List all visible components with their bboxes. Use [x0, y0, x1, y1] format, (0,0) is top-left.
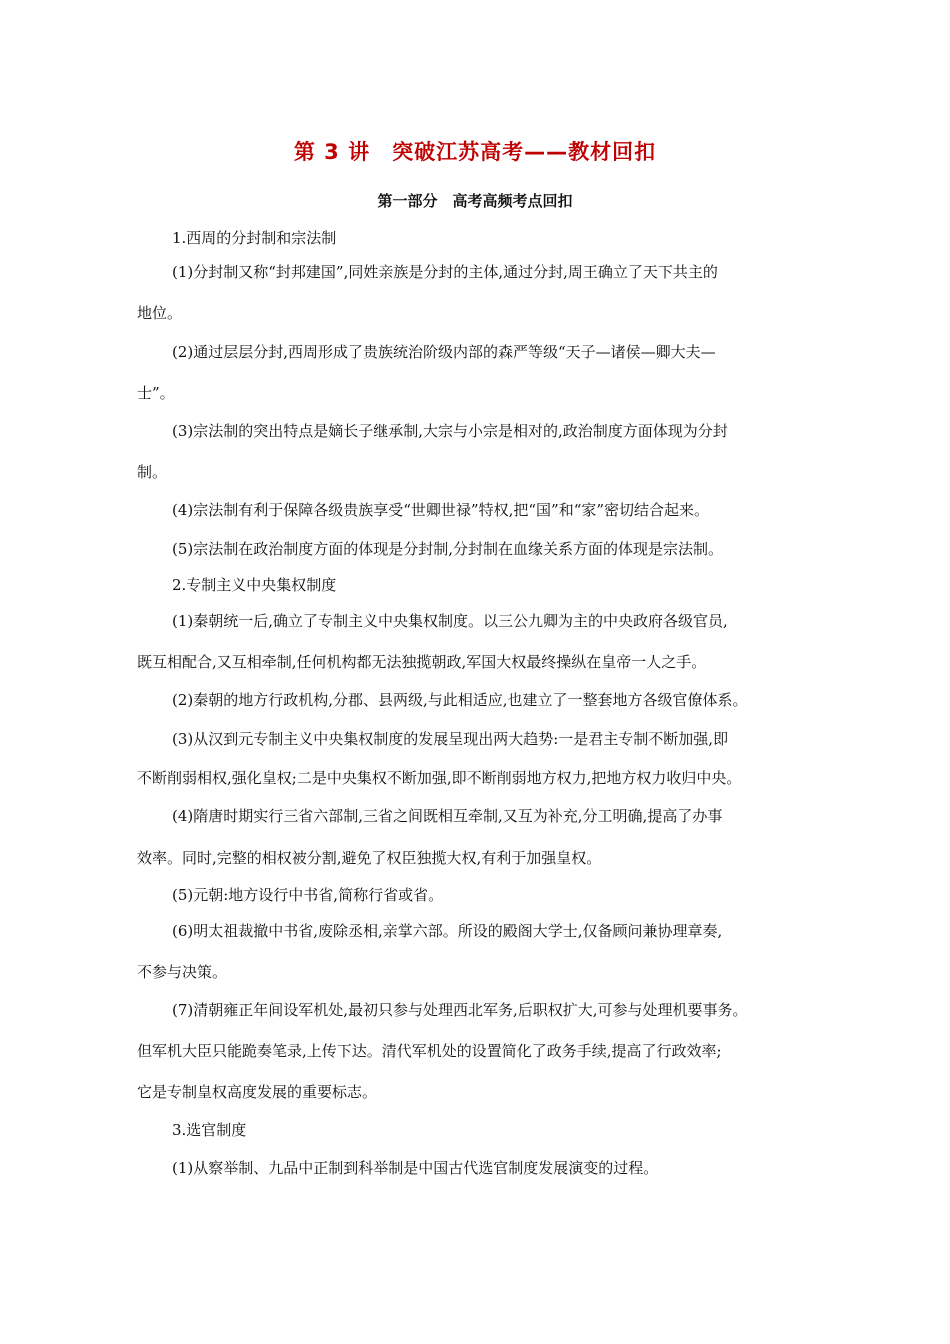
paragraph-line: 既互相配合,又互相牵制,任何机构都无法独揽朝政,军国大权最终操纵在皇帝一人之手。 [137, 653, 707, 671]
page-title: 第 3 讲 突破江苏高考——教材回扣 [293, 140, 657, 164]
topic-heading: 1.西周的分封制和宗法制 [172, 229, 337, 247]
paragraph-line: 效率。同时,完整的相权被分割,避免了权臣独揽大权,有利于加强皇权。 [137, 849, 602, 867]
topic-heading: 2.专制主义中央集权制度 [172, 576, 337, 594]
paragraph-line: (4)宗法制有利于保障各级贵族享受“世卿世禄”特权,把“国”和“家”密切结合起来。 [172, 501, 710, 519]
section-heading: 第一部分 高考高频考点回扣 [377, 192, 573, 210]
topic-heading: 3.选官制度 [172, 1121, 247, 1139]
paragraph-line: (5)宗法制在政治制度方面的体现是分封制,分封制在血缘关系方面的体现是宗法制。 [172, 540, 724, 558]
paragraph-line: (6)明太祖裁撤中书省,废除丞相,亲掌六部。所设的殿阁大学士,仅备顾问兼协理章奏, [172, 922, 723, 940]
paragraph-line: (1)秦朝统一后,确立了专制主义中央集权制度。以三公九卿为主的中央政府各级官员, [172, 612, 728, 630]
paragraph-line: 地位。 [137, 304, 183, 322]
paragraph-line: (3)宗法制的突出特点是嫡长子继承制,大宗与小宗是相对的,政治制度方面体现为分封 [172, 422, 728, 440]
paragraph-line: 不断削弱相权,强化皇权;二是中央集权不断加强,即不断削弱地方权力,把地方权力收归中央。 [137, 769, 742, 787]
paragraph-line: 不参与决策。 [137, 963, 228, 981]
paragraph-line: (4)隋唐时期实行三省六部制,三省之间既相互牵制,又互为补充,分工明确,提高了办事 [172, 807, 723, 825]
paragraph-line: (2)通过层层分封,西周形成了贵族统治阶级内部的森严等级“天子—诸侯—卿大夫— [172, 343, 716, 361]
paragraph-line: 它是专制皇权高度发展的重要标志。 [137, 1083, 378, 1101]
paragraph-line: (5)元朝:地方设行中书省,简称行省或省。 [172, 886, 444, 904]
paragraph-line: (1)分封制又称“封邦建国”,同姓亲族是分封的主体,通过分封,周王确立了天下共主的 [172, 263, 718, 281]
paragraph-line: 制。 [137, 463, 168, 481]
paragraph-line: (1)从察举制、九品中正制到科举制是中国古代选官制度发展演变的过程。 [172, 1159, 659, 1177]
paragraph-line: (7)清朝雍正年间设军机处,最初只参与处理西北军务,后职权扩大,可参与处理机要事务。 [172, 1001, 748, 1019]
paragraph-line: 但军机大臣只能跪奏笔录,上传下达。清代军机处的设置简化了政务手续,提高了行政效率; [137, 1042, 722, 1060]
paragraph-line: (2)秦朝的地方行政机构,分郡、县两级,与此相适应,也建立了一整套地方各级官僚体系。 [172, 691, 748, 709]
paragraph-line: (3)从汉到元专制主义中央集权制度的发展呈现出两大趋势:一是君主专制不断加强,即 [172, 730, 729, 748]
paragraph-line: 士”。 [137, 384, 175, 402]
